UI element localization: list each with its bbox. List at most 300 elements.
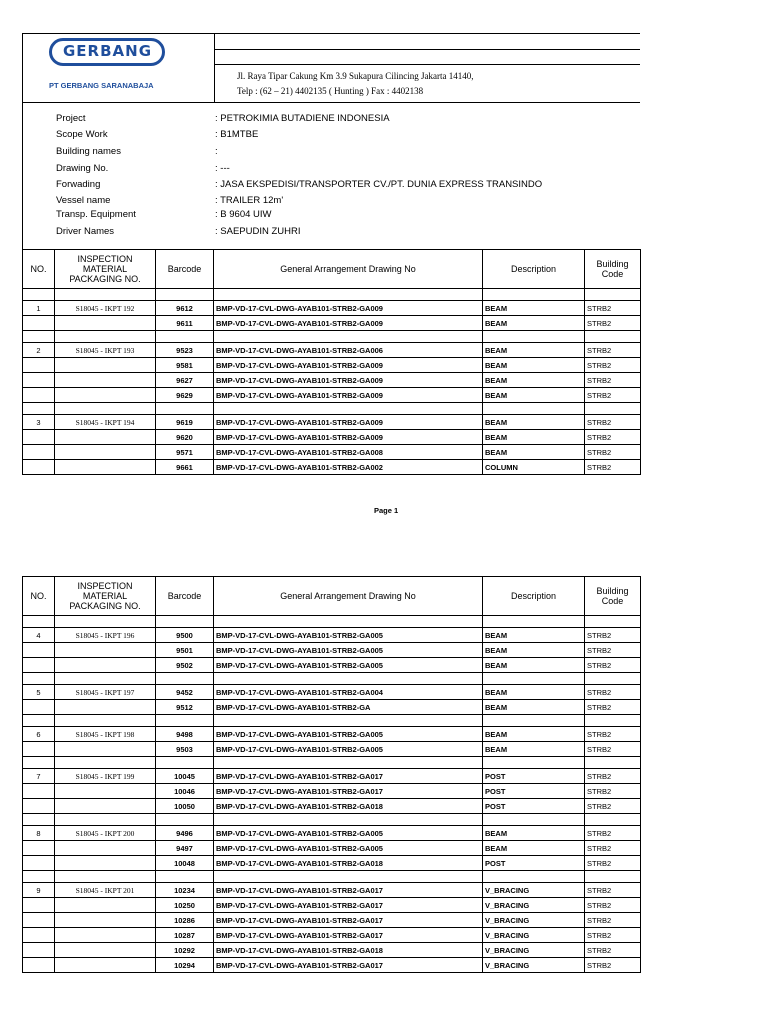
cell-no (23, 316, 55, 331)
empty-cell (483, 331, 585, 343)
cell-building-code: STRB2 (585, 460, 641, 475)
empty-cell (585, 715, 641, 727)
empty-cell (55, 331, 156, 343)
cell-barcode: 9611 (156, 316, 214, 331)
empty-cell (214, 871, 483, 883)
table-row (23, 658, 641, 673)
empty-cell (483, 673, 585, 685)
cell-packaging-no: S18045 - IKPT 197 (55, 685, 156, 700)
cell-building-code: STRB2 (585, 388, 641, 403)
shipment-info (22, 101, 641, 249)
cell-no (23, 856, 55, 871)
header-rule (214, 49, 640, 50)
cell-no (23, 388, 55, 403)
cell-building-code: STRB2 (585, 685, 641, 700)
company-name: PT GERBANG SARANABAJA (49, 81, 154, 90)
cell-no (23, 928, 55, 943)
cell-no: 5 (23, 685, 55, 700)
info-label: Drawing No. (56, 163, 109, 174)
cell-no: 1 (23, 301, 55, 316)
empty-cell (214, 814, 483, 826)
info-label: Forwading (56, 179, 101, 190)
col-header-drawing: General Arrangement Drawing No (214, 250, 483, 289)
cell-building-code: STRB2 (585, 841, 641, 856)
table-row (23, 643, 641, 658)
cell-no (23, 898, 55, 913)
cell-drawing-no: BMP-VD-17-CVL-DWG-AYAB101-STRB2-GA017 (214, 769, 483, 784)
cell-building-code: STRB2 (585, 700, 641, 715)
empty-cell (55, 871, 156, 883)
cell-building-code: STRB2 (585, 856, 641, 871)
cell-building-code: STRB2 (585, 658, 641, 673)
empty-cell (23, 403, 55, 415)
empty-cell (483, 757, 585, 769)
cell-drawing-no: BMP-VD-17-CVL-DWG-AYAB101-STRB2-GA018 (214, 799, 483, 814)
cell-no (23, 445, 55, 460)
cell-no (23, 460, 55, 475)
cell-no: 2 (23, 343, 55, 358)
cell-packaging-no (55, 841, 156, 856)
cell-packaging-no (55, 388, 156, 403)
empty-cell (585, 673, 641, 685)
table-row (23, 628, 641, 643)
empty-cell (156, 814, 214, 826)
empty-cell (55, 757, 156, 769)
cell-packaging-no (55, 700, 156, 715)
cell-packaging-no (55, 898, 156, 913)
cell-description: BEAM (483, 841, 585, 856)
col-header-description: Description (483, 250, 585, 289)
cell-drawing-no: BMP-VD-17-CVL-DWG-AYAB101-STRB2-GA009 (214, 373, 483, 388)
cell-building-code: STRB2 (585, 445, 641, 460)
packing-table-page2 (22, 576, 641, 973)
empty-cell (214, 616, 483, 628)
empty-cell (585, 814, 641, 826)
empty-cell (585, 616, 641, 628)
company-logo (49, 38, 169, 68)
cell-description: BEAM (483, 343, 585, 358)
cell-no (23, 430, 55, 445)
cell-packaging-no (55, 784, 156, 799)
table-row (23, 415, 641, 430)
cell-drawing-no: BMP-VD-17-CVL-DWG-AYAB101-STRB2-GA006 (214, 343, 483, 358)
company-phone: Telp : (62 – 21) 4402135 ( Hunting ) Fax : 4402138 (237, 86, 424, 96)
table-body (23, 616, 641, 973)
cell-drawing-no: BMP-VD-17-CVL-DWG-AYAB101-STRB2-GA009 (214, 388, 483, 403)
empty-cell (156, 403, 214, 415)
cell-description: BEAM (483, 301, 585, 316)
cell-barcode: 10048 (156, 856, 214, 871)
cell-packaging-no: S18045 - IKPT 193 (55, 343, 156, 358)
cell-drawing-no: BMP-VD-17-CVL-DWG-AYAB101-STRB2-GA017 (214, 913, 483, 928)
cell-barcode: 9629 (156, 388, 214, 403)
cell-barcode: 9581 (156, 358, 214, 373)
cell-packaging-no (55, 316, 156, 331)
cell-building-code: STRB2 (585, 316, 641, 331)
cell-drawing-no: BMP-VD-17-CVL-DWG-AYAB101-STRB2-GA008 (214, 445, 483, 460)
cell-packaging-no: S18045 - IKPT 200 (55, 826, 156, 841)
page-number: Page 1 (374, 506, 399, 515)
cell-barcode: 9502 (156, 658, 214, 673)
empty-cell (23, 289, 55, 301)
empty-cell (55, 814, 156, 826)
cell-building-code: STRB2 (585, 628, 641, 643)
cell-drawing-no: BMP-VD-17-CVL-DWG-AYAB101-STRB2-GA005 (214, 658, 483, 673)
cell-no (23, 799, 55, 814)
cell-barcode: 9500 (156, 628, 214, 643)
empty-cell (23, 715, 55, 727)
spacer-row (23, 715, 641, 727)
cell-barcode: 10287 (156, 928, 214, 943)
empty-cell (156, 289, 214, 301)
cell-no (23, 643, 55, 658)
cell-no (23, 943, 55, 958)
info-value: : PETROKIMIA BUTADIENE INDONESIA (215, 113, 390, 124)
cell-building-code: STRB2 (585, 727, 641, 742)
cell-packaging-no (55, 913, 156, 928)
cell-building-code: STRB2 (585, 799, 641, 814)
table-row (23, 445, 641, 460)
info-label: Project (56, 113, 86, 124)
cell-description: BEAM (483, 358, 585, 373)
empty-cell (585, 757, 641, 769)
cell-building-code: STRB2 (585, 769, 641, 784)
cell-barcode: 9627 (156, 373, 214, 388)
cell-description: BEAM (483, 430, 585, 445)
cell-building-code: STRB2 (585, 643, 641, 658)
cell-barcode: 9496 (156, 826, 214, 841)
cell-building-code: STRB2 (585, 430, 641, 445)
cell-building-code: STRB2 (585, 928, 641, 943)
cell-barcode: 10286 (156, 913, 214, 928)
cell-no (23, 700, 55, 715)
table-row (23, 742, 641, 757)
col-header-no: NO. (23, 250, 55, 289)
cell-no (23, 784, 55, 799)
table-row (23, 928, 641, 943)
empty-cell (483, 871, 585, 883)
cell-description: COLUMN (483, 460, 585, 475)
cell-description: BEAM (483, 727, 585, 742)
cell-packaging-no (55, 928, 156, 943)
cell-no (23, 841, 55, 856)
cell-barcode: 9523 (156, 343, 214, 358)
cell-drawing-no: BMP-VD-17-CVL-DWG-AYAB101-STRB2-GA009 (214, 301, 483, 316)
table-row (23, 343, 641, 358)
cell-packaging-no: S18045 - IKPT 192 (55, 301, 156, 316)
empty-cell (214, 289, 483, 301)
empty-cell (214, 331, 483, 343)
cell-packaging-no (55, 958, 156, 973)
cell-no (23, 742, 55, 757)
spacer-row (23, 403, 641, 415)
empty-cell (214, 757, 483, 769)
empty-cell (55, 616, 156, 628)
spacer-row (23, 673, 641, 685)
empty-cell (156, 331, 214, 343)
cell-no (23, 373, 55, 388)
cell-drawing-no: BMP-VD-17-CVL-DWG-AYAB101-STRB2-GA017 (214, 928, 483, 943)
cell-drawing-no: BMP-VD-17-CVL-DWG-AYAB101-STRB2-GA (214, 700, 483, 715)
cell-building-code: STRB2 (585, 958, 641, 973)
col-header-description: Description (483, 577, 585, 616)
cell-barcode: 9571 (156, 445, 214, 460)
empty-cell (23, 616, 55, 628)
cell-drawing-no: BMP-VD-17-CVL-DWG-AYAB101-STRB2-GA017 (214, 958, 483, 973)
empty-cell (483, 289, 585, 301)
empty-cell (55, 715, 156, 727)
cell-no: 3 (23, 415, 55, 430)
table-row (23, 958, 641, 973)
table-row (23, 388, 641, 403)
table-row (23, 700, 641, 715)
info-label: Building names (56, 146, 121, 157)
cell-building-code: STRB2 (585, 883, 641, 898)
cell-barcode: 9619 (156, 415, 214, 430)
cell-drawing-no: BMP-VD-17-CVL-DWG-AYAB101-STRB2-GA004 (214, 685, 483, 700)
cell-building-code: STRB2 (585, 358, 641, 373)
empty-cell (23, 814, 55, 826)
cell-drawing-no: BMP-VD-17-CVL-DWG-AYAB101-STRB2-GA009 (214, 415, 483, 430)
table-row (23, 316, 641, 331)
cell-packaging-no (55, 799, 156, 814)
cell-description: V_BRACING (483, 898, 585, 913)
cell-packaging-no (55, 445, 156, 460)
cell-packaging-no (55, 658, 156, 673)
document-header (22, 33, 640, 103)
cell-barcode: 9612 (156, 301, 214, 316)
info-value: : B 9604 UIW (215, 209, 272, 220)
table-row (23, 373, 641, 388)
cell-no (23, 358, 55, 373)
info-value: : JASA EKSPEDISI/TRANSPORTER CV./PT. DUNIA EXPRESS TRANSINDO (215, 179, 543, 190)
cell-building-code: STRB2 (585, 343, 641, 358)
table-header-row (23, 250, 641, 289)
table-row (23, 913, 641, 928)
company-address: Jl. Raya Tipar Cakung Km 3.9 Sukapura Cilincing Jakarta 14140, (237, 71, 474, 81)
cell-drawing-no: BMP-VD-17-CVL-DWG-AYAB101-STRB2-GA005 (214, 742, 483, 757)
empty-cell (483, 715, 585, 727)
cell-building-code: STRB2 (585, 898, 641, 913)
cell-barcode: 10045 (156, 769, 214, 784)
cell-no: 7 (23, 769, 55, 784)
cell-description: BEAM (483, 445, 585, 460)
cell-barcode: 9620 (156, 430, 214, 445)
empty-cell (214, 715, 483, 727)
cell-drawing-no: BMP-VD-17-CVL-DWG-AYAB101-STRB2-GA005 (214, 727, 483, 742)
table-row (23, 460, 641, 475)
table-row (23, 841, 641, 856)
cell-building-code: STRB2 (585, 826, 641, 841)
info-label: Transp. Equipment (56, 209, 136, 220)
cell-packaging-no: S18045 - IKPT 198 (55, 727, 156, 742)
cell-drawing-no: BMP-VD-17-CVL-DWG-AYAB101-STRB2-GA017 (214, 883, 483, 898)
empty-cell (156, 757, 214, 769)
col-header-building-code: Building Code (585, 577, 641, 616)
cell-no: 8 (23, 826, 55, 841)
cell-barcode: 10292 (156, 943, 214, 958)
info-label: Driver Names (56, 226, 115, 237)
info-label: Vessel name (56, 195, 111, 206)
cell-building-code: STRB2 (585, 301, 641, 316)
cell-barcode: 9661 (156, 460, 214, 475)
cell-packaging-no (55, 643, 156, 658)
cell-drawing-no: BMP-VD-17-CVL-DWG-AYAB101-STRB2-GA009 (214, 430, 483, 445)
cell-drawing-no: BMP-VD-17-CVL-DWG-AYAB101-STRB2-GA017 (214, 784, 483, 799)
cell-barcode: 9497 (156, 841, 214, 856)
table-body (23, 289, 641, 475)
table-row (23, 799, 641, 814)
cell-description: BEAM (483, 742, 585, 757)
table-row (23, 826, 641, 841)
info-value: : (215, 146, 218, 157)
empty-cell (55, 289, 156, 301)
cell-packaging-no: S18045 - IKPT 199 (55, 769, 156, 784)
cell-drawing-no: BMP-VD-17-CVL-DWG-AYAB101-STRB2-GA009 (214, 316, 483, 331)
cell-description: V_BRACING (483, 958, 585, 973)
spacer-row (23, 289, 641, 301)
logo-cell (22, 34, 215, 102)
cell-building-code: STRB2 (585, 913, 641, 928)
cell-packaging-no (55, 856, 156, 871)
cell-description: BEAM (483, 415, 585, 430)
info-value: : SAEPUDIN ZUHRI (215, 226, 301, 237)
table-row (23, 430, 641, 445)
cell-barcode: 10250 (156, 898, 214, 913)
empty-cell (55, 673, 156, 685)
info-value: : --- (215, 163, 230, 174)
spacer-row (23, 616, 641, 628)
empty-cell (23, 757, 55, 769)
cell-description: V_BRACING (483, 928, 585, 943)
cell-packaging-no: S18045 - IKPT 194 (55, 415, 156, 430)
cell-description: BEAM (483, 643, 585, 658)
empty-cell (55, 403, 156, 415)
cell-description: POST (483, 856, 585, 871)
empty-cell (585, 289, 641, 301)
cell-packaging-no (55, 430, 156, 445)
cell-drawing-no: BMP-VD-17-CVL-DWG-AYAB101-STRB2-GA005 (214, 628, 483, 643)
table-header-row (23, 577, 641, 616)
empty-cell (483, 616, 585, 628)
info-label: Scope Work (56, 129, 108, 140)
cell-description: POST (483, 784, 585, 799)
info-value: : B1MTBE (215, 129, 259, 140)
cell-no: 9 (23, 883, 55, 898)
table-row (23, 883, 641, 898)
empty-cell (23, 673, 55, 685)
empty-cell (585, 871, 641, 883)
spacer-row (23, 331, 641, 343)
col-header-packaging: INSPECTION MATERIAL PACKAGING NO. (55, 577, 156, 616)
empty-cell (23, 871, 55, 883)
cell-barcode: 9452 (156, 685, 214, 700)
table-row (23, 769, 641, 784)
table-row (23, 358, 641, 373)
cell-packaging-no (55, 742, 156, 757)
cell-building-code: STRB2 (585, 373, 641, 388)
empty-cell (23, 331, 55, 343)
cell-description: BEAM (483, 685, 585, 700)
cell-barcode: 10050 (156, 799, 214, 814)
info-value: : TRAILER 12m' (215, 195, 284, 206)
cell-description: BEAM (483, 628, 585, 643)
cell-description: V_BRACING (483, 883, 585, 898)
table-row (23, 856, 641, 871)
cell-drawing-no: BMP-VD-17-CVL-DWG-AYAB101-STRB2-GA017 (214, 898, 483, 913)
cell-no (23, 958, 55, 973)
cell-packaging-no (55, 373, 156, 388)
empty-cell (156, 871, 214, 883)
cell-barcode: 10234 (156, 883, 214, 898)
table-row (23, 727, 641, 742)
cell-building-code: STRB2 (585, 742, 641, 757)
cell-barcode: 9512 (156, 700, 214, 715)
cell-packaging-no: S18045 - IKPT 196 (55, 628, 156, 643)
spacer-row (23, 814, 641, 826)
empty-cell (214, 403, 483, 415)
spacer-row (23, 871, 641, 883)
table-row (23, 943, 641, 958)
spacer-row (23, 757, 641, 769)
col-header-no: NO. (23, 577, 55, 616)
cell-drawing-no: BMP-VD-17-CVL-DWG-AYAB101-STRB2-GA005 (214, 826, 483, 841)
col-header-building-code: Building Code (585, 250, 641, 289)
empty-cell (156, 616, 214, 628)
cell-drawing-no: BMP-VD-17-CVL-DWG-AYAB101-STRB2-GA018 (214, 943, 483, 958)
cell-description: POST (483, 799, 585, 814)
cell-building-code: STRB2 (585, 784, 641, 799)
cell-packaging-no (55, 358, 156, 373)
cell-description: BEAM (483, 700, 585, 715)
header-rule (214, 64, 640, 65)
table-row (23, 685, 641, 700)
col-header-barcode: Barcode (156, 577, 214, 616)
cell-packaging-no (55, 460, 156, 475)
cell-description: V_BRACING (483, 943, 585, 958)
cell-drawing-no: BMP-VD-17-CVL-DWG-AYAB101-STRB2-GA009 (214, 358, 483, 373)
empty-cell (585, 331, 641, 343)
cell-barcode: 9503 (156, 742, 214, 757)
table-row (23, 301, 641, 316)
cell-building-code: STRB2 (585, 415, 641, 430)
empty-cell (214, 673, 483, 685)
col-header-packaging: INSPECTION MATERIAL PACKAGING NO. (55, 250, 156, 289)
empty-cell (483, 814, 585, 826)
cell-building-code: STRB2 (585, 943, 641, 958)
cell-packaging-no (55, 943, 156, 958)
col-header-barcode: Barcode (156, 250, 214, 289)
empty-cell (483, 403, 585, 415)
empty-cell (585, 403, 641, 415)
cell-description: BEAM (483, 316, 585, 331)
cell-description: POST (483, 769, 585, 784)
cell-barcode: 9501 (156, 643, 214, 658)
cell-description: V_BRACING (483, 913, 585, 928)
cell-description: BEAM (483, 373, 585, 388)
cell-packaging-no: S18045 - IKPT 201 (55, 883, 156, 898)
logo-text: GERBANG (63, 42, 153, 60)
cell-drawing-no: BMP-VD-17-CVL-DWG-AYAB101-STRB2-GA005 (214, 841, 483, 856)
cell-no (23, 913, 55, 928)
cell-barcode: 10294 (156, 958, 214, 973)
col-header-drawing: General Arrangement Drawing No (214, 577, 483, 616)
cell-drawing-no: BMP-VD-17-CVL-DWG-AYAB101-STRB2-GA002 (214, 460, 483, 475)
cell-description: BEAM (483, 388, 585, 403)
cell-description: BEAM (483, 826, 585, 841)
cell-description: BEAM (483, 658, 585, 673)
cell-no: 6 (23, 727, 55, 742)
